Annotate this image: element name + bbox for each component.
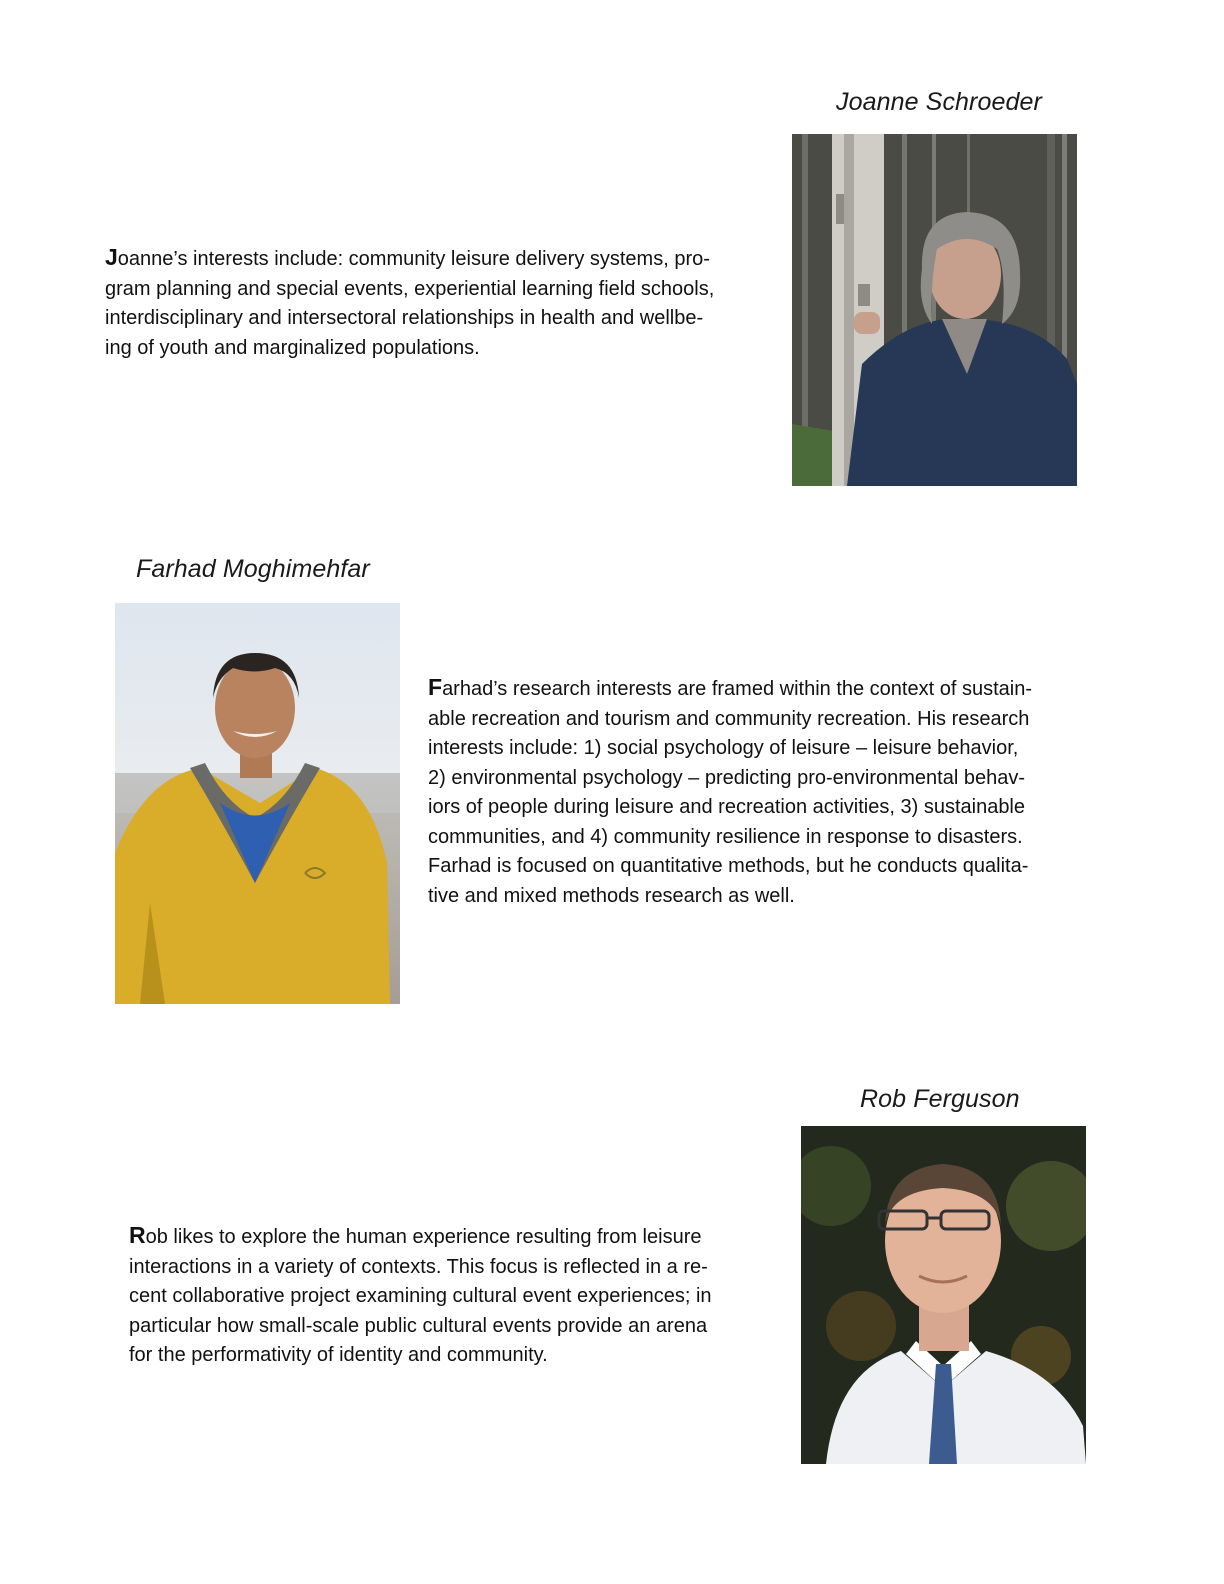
bio-initial: F [428, 674, 443, 700]
bio-line: communities, and 4) community resilience in response to disasters. [428, 825, 1023, 848]
profile-name-rob: Rob Ferguson [860, 1085, 1020, 1113]
profile-bio-farhad [428, 673, 1032, 911]
photo-joanne [792, 134, 1077, 486]
bio-line: iors of people during leisure and recreation activities, 3) sustainable [428, 796, 1026, 818]
bio-line: oanne’s interests include: community leisure delivery systems, pro- [117, 248, 710, 270]
bio-line: gram planning and special events, experiential learning field schools, [105, 277, 715, 300]
bio-line: ing of youth and marginalized populations. [105, 336, 480, 359]
photo-rob [801, 1126, 1086, 1464]
bio-line: able recreation and tourism and community recreation. His research [428, 707, 1030, 730]
bio-line: interactions in a variety of contexts. This focus is reflected in a re- [129, 1255, 708, 1278]
bio-initial: R [129, 1222, 146, 1248]
bio-line: tive and mixed methods research as well. [428, 884, 795, 907]
bio-line: arhad’s research interests are framed within the context of sustain- [442, 678, 1032, 700]
bio-line: cent collaborative project examining cultural event experiences; in [129, 1285, 712, 1307]
bio-line: interests include: 1) social psychology of leisure – leisure behavior, [428, 737, 1019, 759]
bio-line: interdisciplinary and intersectoral relationships in health and wellbe- [105, 307, 704, 329]
profile-name-joanne: Joanne Schroeder [836, 88, 1042, 116]
photo-farhad [115, 603, 400, 1004]
bio-line: particular how small-scale public cultural events provide an arena [129, 1314, 708, 1337]
bio-line: 2) environmental psychology – predicting pro-environmental behav- [428, 766, 1025, 789]
profile-bio-joanne [105, 243, 714, 363]
bio-line: Farhad is focused on quantitative methods, but he conducts qualita- [428, 855, 1029, 877]
profile-bio-rob [129, 1221, 712, 1371]
bio-line: ob likes to explore the human experience resulting from leisure [145, 1226, 702, 1248]
profile-name-farhad: Farhad Moghimehfar [136, 555, 370, 583]
bio-line: for the performativity of identity and community. [129, 1344, 548, 1366]
bio-initial: J [105, 244, 118, 270]
